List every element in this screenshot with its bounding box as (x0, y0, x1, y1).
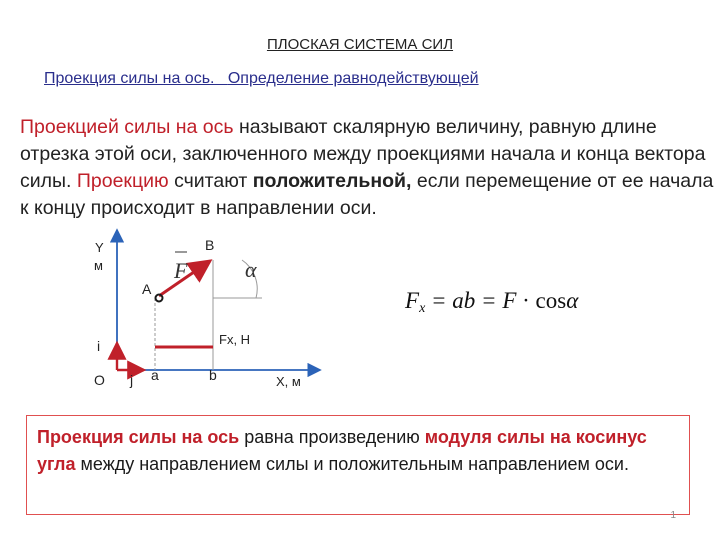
formula-f-2: F (502, 288, 517, 313)
rule-term-projection: Проекция силы на ось (37, 427, 240, 447)
definition-paragraph (20, 114, 720, 222)
rule-text-2: между направлением силы и положительным направлением оси. (75, 454, 629, 474)
force-projection-diagram (70, 225, 330, 395)
slide-title: ПЛОСКАЯ СИСТЕМА СИЛ (266, 36, 454, 53)
term-positive: положительной, (252, 170, 412, 192)
unit-j-label: j (130, 372, 134, 388)
formula-middle: = ab = (425, 288, 503, 313)
angle-symbol: α (245, 257, 257, 282)
definition-text-3: если перемещение от ее начала к концу происходит в направлении оси. (20, 170, 714, 219)
origin-label: O (94, 372, 105, 388)
projection-label: Fx, H (219, 332, 251, 347)
formula-cos: · cos (516, 288, 567, 313)
page-number: 1 (670, 510, 676, 521)
term-projection: Проекцией силы на ось (20, 116, 234, 138)
point-a-lower-label: a (151, 367, 159, 383)
force-symbol: F (174, 258, 188, 283)
subtitle-resultant: Определение равнодействующей (227, 70, 479, 87)
term-projection-2: Проекцию (76, 170, 169, 192)
point-b-upper-label: B (205, 237, 215, 253)
formula-f: F (405, 288, 420, 313)
projection-formula (405, 288, 578, 317)
point-a-upper-label: A (142, 281, 152, 297)
unit-i-label: i (97, 338, 101, 354)
rule-box (26, 415, 690, 515)
y-axis-unit: м (94, 258, 103, 273)
subtitle-projection: Проекция силы на ось. (44, 70, 215, 87)
point-b-lower-label: b (209, 367, 217, 383)
formula-alpha: α (566, 288, 579, 313)
formula-subscript-x: x (419, 301, 426, 316)
definition-text-1: называют скалярную величину, равную длине отрезка этой оси, заключенного между проекциями начала и конца вектора силы. (20, 116, 706, 192)
y-axis-label: Y (95, 240, 104, 255)
rule-text-1: равна произведению (239, 427, 425, 447)
slide-subtitle (44, 70, 479, 88)
definition-text-2: считают (168, 170, 253, 192)
x-axis-label: X, м (276, 374, 301, 389)
rule-term-modulus: модуля силы на косинус угла (37, 427, 647, 474)
